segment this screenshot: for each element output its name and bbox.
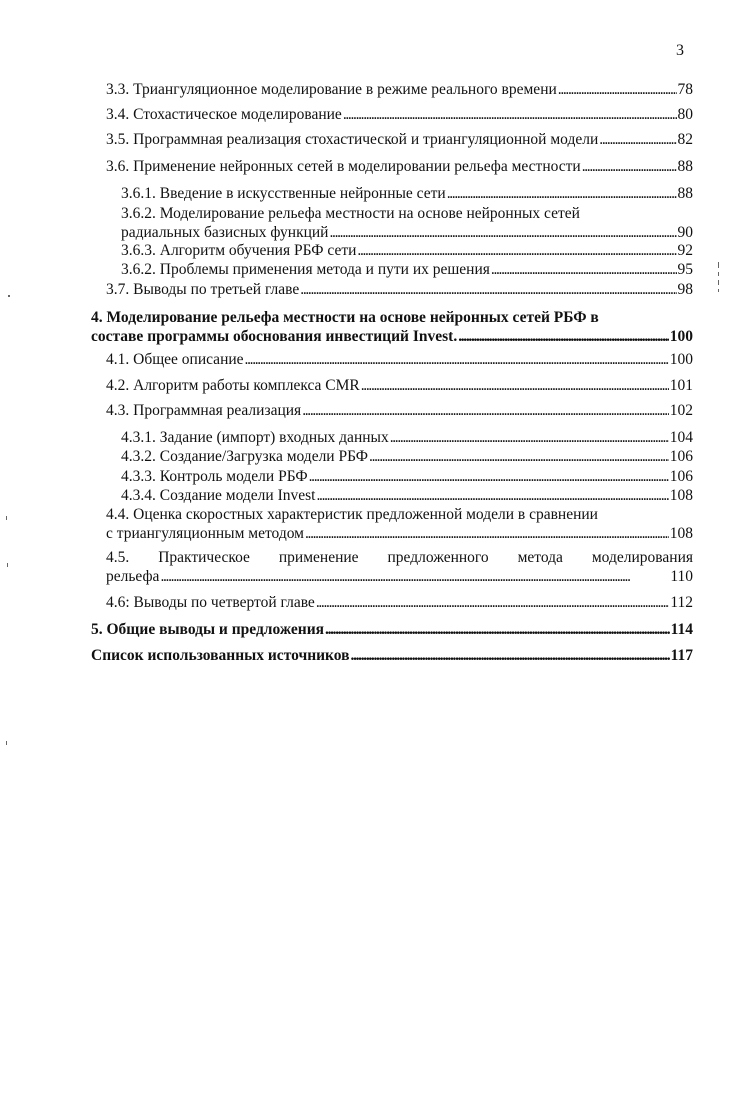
dot-leader [309, 467, 669, 486]
dot-leader [329, 223, 676, 242]
toc-entry-title: 3.7. Выводы по третьей главе [106, 281, 300, 298]
toc-entry-4-6 [106, 593, 693, 612]
toc-entry-title: с триангуляционным методом [106, 525, 304, 542]
scan-artifact [718, 262, 719, 268]
toc-entry-title: радиальных базисных функций [121, 224, 329, 241]
toc-entry-page: 110 [670, 568, 693, 585]
toc-entry-title: 4.3.4. Создание модели Invest [121, 487, 316, 504]
toc-entry-3-4 [106, 105, 693, 124]
scan-artifact [6, 741, 7, 745]
dot-leader [160, 567, 669, 586]
toc-entry-title: 3.6.1. Введение в искусственные нейронные сети [121, 185, 446, 202]
dot-leader [582, 157, 677, 176]
toc-entry-title: 3.4. Стохастическое моделирование [106, 106, 342, 123]
toc-entry-title: 4.3. Программная реализация [106, 402, 302, 419]
dot-leader [351, 646, 670, 665]
toc-entry-title-line: 4.5. Практическое применение предложенного метода моделирования [106, 549, 693, 566]
toc-entry-page: 100 [669, 351, 693, 368]
toc-entry-page: 117 [670, 647, 693, 664]
toc-entry-title: 5. Общие выводы и предложения [91, 621, 325, 638]
dot-leader [458, 327, 669, 346]
dot-leader [361, 376, 669, 395]
dot-leader [316, 593, 670, 612]
dot-leader [447, 184, 677, 203]
toc-entry-page: 108 [669, 487, 693, 504]
dot-leader [369, 447, 669, 466]
dot-leader [599, 130, 676, 149]
dot-leader [357, 241, 676, 260]
toc-entry-title: рельефа [106, 568, 160, 585]
dot-leader [558, 80, 677, 99]
toc-entry-title-line: 3.6.2. Моделирование рельефа местности на основе нейронных сетей [121, 205, 580, 222]
toc-entry-4-3 [106, 401, 693, 420]
toc-entry-4-3-4 [121, 486, 693, 505]
toc-entry-title: Список использованных источников [91, 647, 350, 664]
toc-entry-title: 3.5. Программная реализация стохастической и триангуляционной модели [106, 131, 599, 148]
toc-entry-title: 4.3.2. Создание/Загрузка модели РБФ [121, 448, 369, 465]
toc-entry-title: 4.2. Алгоритм работы комплекса CMR [106, 377, 360, 394]
toc-entry-title: 3.6.3. Алгоритм обучения РБФ сети [121, 242, 357, 259]
toc-entry-title: 4.3.3. Контроль модели РБФ [121, 468, 308, 485]
toc-entry-4-3-3 [121, 467, 693, 486]
scan-artifact [8, 295, 10, 297]
toc-entry-3-6 [106, 157, 693, 176]
toc-entry-3-6-3 [121, 241, 693, 260]
toc-entry-4-3-2 [121, 447, 693, 466]
dot-leader [491, 260, 677, 279]
toc-entry-title-line: 4. Моделирование рельефа местности на основе нейронных сетей РБФ в [91, 309, 599, 326]
toc-entry-page: 114 [670, 621, 693, 638]
toc-entry-3-6-2b [121, 260, 693, 279]
toc-entry-page: 100 [669, 328, 693, 345]
toc-entry-4 [91, 308, 693, 346]
page-number: 3 [676, 42, 684, 59]
scan-artifact [718, 272, 719, 276]
toc-entry-page: 104 [669, 429, 693, 446]
toc-entry-page: 102 [669, 402, 693, 419]
toc-entry-5 [91, 620, 693, 639]
toc-entry-3-6-2 [121, 204, 693, 242]
toc-entry-title: 3.6. Применение нейронных сетей в моделировании рельефа местности [106, 158, 581, 175]
dot-leader [305, 524, 669, 543]
toc-entry-title: 4.6: Выводы по четвертой главе [106, 594, 315, 611]
toc-entry-title: 3.6.2. Проблемы применения метода и пути их решения [121, 261, 490, 278]
toc-entry-page: 101 [669, 377, 693, 394]
toc-entry-page: 88 [677, 185, 693, 202]
toc-entry-3-7 [106, 280, 693, 299]
toc-entry-page: 82 [677, 131, 693, 148]
scan-artifact [718, 289, 719, 292]
toc-entry-title: 4.3.1. Задание (импорт) входных данных [121, 429, 389, 446]
toc-entry-4-1 [106, 350, 693, 369]
scan-artifact [6, 516, 7, 520]
scan-artifact [718, 280, 719, 285]
toc-entry-3-3 [106, 80, 693, 99]
toc-entry-references [91, 646, 693, 665]
toc-entry-title: составе программы обоснования инвестиций Invest. [91, 328, 458, 345]
table-of-contents [0, 80, 733, 680]
dot-leader [316, 486, 668, 505]
dot-leader [245, 350, 669, 369]
toc-entry-title-line: 4.4. Оценка скоростных характеристик предложенной модели в сравнении [106, 506, 598, 523]
toc-entry-page: 95 [677, 261, 693, 278]
toc-entry-page: 112 [670, 594, 693, 611]
toc-entry-4-3-1 [121, 428, 693, 447]
toc-entry-page: 78 [677, 81, 693, 98]
toc-entry-page: 90 [677, 224, 693, 241]
toc-entry-4-4 [106, 505, 693, 543]
dot-leader [343, 105, 677, 124]
toc-entry-title: 3.3. Триангуляционное моделирование в режиме реального времени [106, 81, 557, 98]
toc-entry-page: 106 [669, 468, 693, 485]
toc-entry-page: 92 [677, 242, 693, 259]
dot-leader [325, 620, 670, 639]
toc-entry-page: 106 [669, 448, 693, 465]
scan-artifact [7, 563, 8, 567]
toc-entry-page: 80 [677, 106, 693, 123]
dot-leader [302, 401, 669, 420]
dot-leader [300, 280, 676, 299]
toc-entry-4-2 [106, 376, 693, 395]
toc-entry-page: 108 [669, 525, 693, 542]
toc-entry-4-5 [106, 548, 693, 586]
toc-entry-3-6-1 [121, 184, 693, 203]
dot-leader [390, 428, 669, 447]
toc-entry-page: 88 [677, 158, 693, 175]
toc-entry-3-5 [106, 130, 693, 149]
toc-entry-page: 98 [677, 281, 693, 298]
toc-entry-title: 4.1. Общее описание [106, 351, 244, 368]
